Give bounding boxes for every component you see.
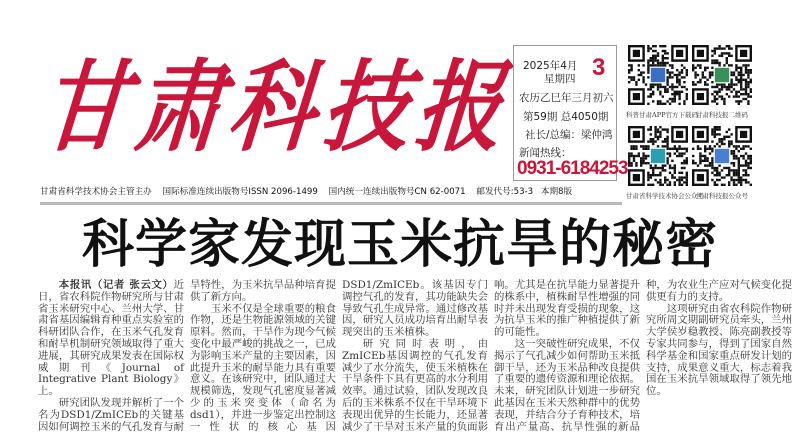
paragraph: 研究团队发现并解析了一个名为DSD1/ZmICEb的关键基因如何调控玉米的气孔发育与耐旱特性，为玉米抗旱品种培育提供了新方向。 xyxy=(38,279,336,433)
logo-char: 肃 xyxy=(130,49,227,166)
logo-char: 报 xyxy=(410,49,508,166)
paragraph: 这一突破性研究成果，不仅揭示了气孔减少如何帮助玉米抵御干旱，还为玉米品种改良提供了重要的遗传资源和理论依据。未来，研究团队计划进一步研究此基因在玉米天然种群中的优势表现，并结合分子育种技术，培育出产量高、抗旱性强的新品种，为农业生产应对气候变化提供更有力的支持。 xyxy=(494,279,792,433)
issue-day: 3 xyxy=(592,54,606,81)
paragraph: 玉米不仅是全球重要的粮食作物，还是生物能源领域的关键原料。然而，干旱作为现今气候变化中最严峻的挑战之一，已成为影响玉米产量的主要因素，因此提升玉米的耐旱能力具有重要意义。在该研究中，团队通过大规模筛选，发现气孔密度显著减少的玉米突变体（命名为dsd1），并进一步鉴定出控制这一性状的核心基因DSD1/ZmICEb。该基因专门调控气孔的发育，其功能缺失会导致气孔生成异常。通过修改基因，研究人员成功培育出耐旱表现突出的玉米植株。 xyxy=(190,279,488,433)
issue-date: 2025年4月 xyxy=(523,60,578,72)
qr-caption: 科普甘肃APP官方下载码 xyxy=(626,111,698,119)
logo-char: 甘 xyxy=(36,49,134,166)
logo-char: 技 xyxy=(317,49,414,166)
editor: 社长/总编：梁仲鸿 xyxy=(525,129,613,141)
page-count: 本期8版 xyxy=(540,187,573,197)
qr-code-icon[interactable] xyxy=(628,45,688,105)
byline: 本报讯（记者 张云文） xyxy=(58,279,174,291)
hotline-number: 0931-6184253 xyxy=(517,158,628,179)
paragraph: 研究同时表明，由ZmICEb基因调控的气孔发育减少了水分流失，使玉米植株在干旱条件下具有更高的水分利用效率。通过试验，团队发现改良后的玉米株系不仅在干旱环境下表现出优异的生长能力，还显著减少了干旱对玉米产量的负面影响。尤其是在抗旱能力显著提升的株系中，植株耐旱性增强的同时并未出现发育受损的现象，这为抗旱玉米的推广种植提供了新的可能性。 xyxy=(342,279,640,433)
publication-info xyxy=(40,185,580,197)
issue-weekday: 星期四 xyxy=(544,73,576,85)
qr-code-icon[interactable] xyxy=(692,126,752,186)
paragraph: 这项研究由省农科院作物研究所周文期副研究员牵头，兰州大学侯岁稳教授、陈亮副教授等专家共同参与，得到了国家自然科学基金和国家重点研发计划的支持，成果意义重大，标志着我国在玉米抗旱领域取得了领先地位。 xyxy=(646,302,792,398)
postal-code: 邮发代号:53-3 xyxy=(476,187,534,197)
issue-date-box xyxy=(513,45,628,181)
masthead-logo xyxy=(36,48,508,168)
issn: 国际标准连续出版物号ISSN 2096-1499 xyxy=(162,187,318,197)
issue-number: 第59期 总4050期 xyxy=(523,111,609,123)
logo-char: 科 xyxy=(223,49,321,166)
article-headline: 科学家发现玉米抗旱的秘密 xyxy=(81,214,718,275)
divider xyxy=(40,202,622,205)
qr-caption: 甘肃科技报二维码 xyxy=(696,111,748,119)
qr-code-icon[interactable] xyxy=(692,45,752,105)
cn-number: 国内统一连续出版物号CN 62-0071 xyxy=(328,187,466,197)
paragraph: 本报讯（记者 张云文）近日，省农科院作物研究所与甘肃省玉米研究中心、兰州大学、甘肃省基因编辑育种重点实验室的科研团队合作，在玉米气孔发育和耐旱机制研究领域取得了重大进展，其研究成果发表在国际权威期刊《Journal of Integrative Plant Biology》上。 xyxy=(38,279,184,398)
qr-caption: 甘肃科技报公众号 xyxy=(696,192,748,200)
article-body xyxy=(38,280,792,434)
lunar-date: 农历乙巳年三月初六 xyxy=(519,92,614,104)
hotline-label: 新闻热线： xyxy=(519,147,572,159)
sponsor: 甘肃省科学技术协会主管主办 xyxy=(40,187,152,197)
qr-code-icon[interactable] xyxy=(628,126,688,186)
qr-caption: 甘肃省科学技术协会公众号 xyxy=(626,192,704,200)
